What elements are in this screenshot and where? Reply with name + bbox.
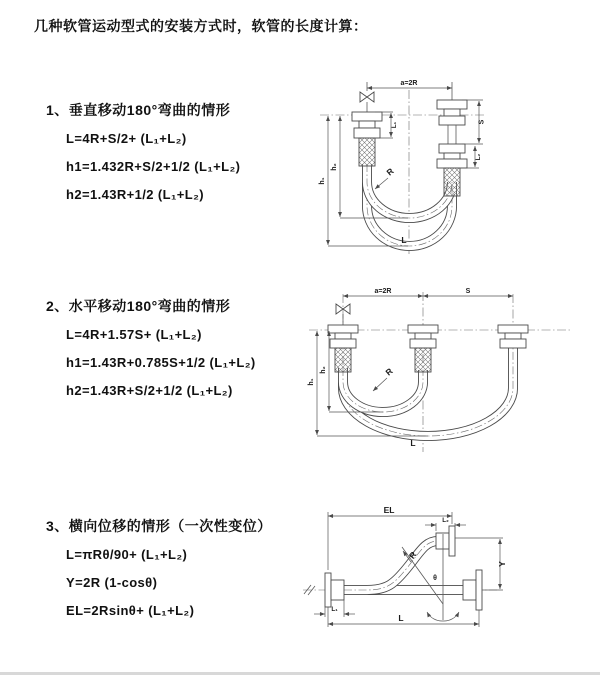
dim-label-s: S xyxy=(465,288,471,295)
formula-line: h1=1.43R+0.785S+1/2 (L₁+L₂) xyxy=(66,355,256,370)
formula-line: L=4R+S/2+ (L₁+L₂) xyxy=(66,131,187,146)
dim-label-span: a=2R xyxy=(400,80,418,87)
braided-hose-section xyxy=(359,138,375,166)
upper-right-flange xyxy=(436,526,455,556)
diagram-horizontal-180-bend xyxy=(303,282,598,458)
dim-label-l2: L₂ xyxy=(475,153,482,161)
formula-line: h2=1.43R+S/2+1/2 (L₁+L₂) xyxy=(66,383,233,398)
centerlines xyxy=(320,90,486,256)
dim-label-h2: h₂ xyxy=(320,366,327,374)
dim-label-length: L xyxy=(410,438,416,448)
braided-hose-section xyxy=(335,348,351,372)
left-fitting xyxy=(328,304,358,372)
dim-label-el: EL xyxy=(383,505,395,515)
formula-line: h2=1.43R+1/2 (L₁+L₂) xyxy=(66,187,205,202)
formula-line: L=4R+1.57S+ (L₁+L₂) xyxy=(66,327,202,342)
dim-label-theta: θ xyxy=(433,575,437,582)
braided-hose-section xyxy=(444,168,460,196)
dim-label-length: L xyxy=(398,613,404,623)
right-fitting xyxy=(437,82,467,196)
dim-label-r: R xyxy=(384,165,396,178)
section-1-heading: 1、垂直移动180°弯曲的情形 xyxy=(46,102,231,118)
lower-right-flange xyxy=(463,570,482,610)
left-flange xyxy=(325,573,344,607)
dim-label-s: S xyxy=(478,119,486,125)
dim-label-span: a=2R xyxy=(374,288,392,295)
section-3-heading: 3、横向位移的情形（一次性变位） xyxy=(46,518,272,534)
formula-line: Y=2R (1-cosθ) xyxy=(66,575,158,590)
page-title: 几种软管运动型式的安装方式时，软管的长度计算： xyxy=(34,18,368,34)
formula-line: L=πRθ/90+ (L₁+L₂) xyxy=(66,547,188,562)
middle-fitting xyxy=(408,325,438,372)
formula-line: h1=1.432R+S/2+1/2 (L₁+L₂) xyxy=(66,159,241,174)
formula-line: EL=2Rsinθ+ (L₁+L₂) xyxy=(66,603,195,618)
valve-icon xyxy=(360,92,374,102)
dim-label-l2: L₂ xyxy=(442,517,449,524)
dim-label-length: L xyxy=(401,235,407,245)
dimension-labels xyxy=(308,288,471,448)
left-fitting xyxy=(352,82,382,166)
dim-label-l1: L₁ xyxy=(331,606,338,613)
dim-label-y: Y xyxy=(497,561,507,567)
diagram-vertical-180-bend xyxy=(312,70,592,262)
hose-tubes xyxy=(367,164,452,246)
right-fitting xyxy=(498,325,528,348)
dim-label-h1: h₁ xyxy=(319,177,326,185)
dim-label-h2: h₂ xyxy=(331,163,338,171)
diagram-lateral-displacement xyxy=(297,500,599,646)
dim-label-h1: h₁ xyxy=(308,378,315,386)
dim-label-r: R xyxy=(406,549,419,561)
dim-label-l1: L₁ xyxy=(391,121,398,129)
dim-label-r: R xyxy=(383,365,395,378)
section-2-heading: 2、水平移动180°弯曲的情形 xyxy=(46,298,231,314)
braided-hose-section xyxy=(415,348,431,372)
